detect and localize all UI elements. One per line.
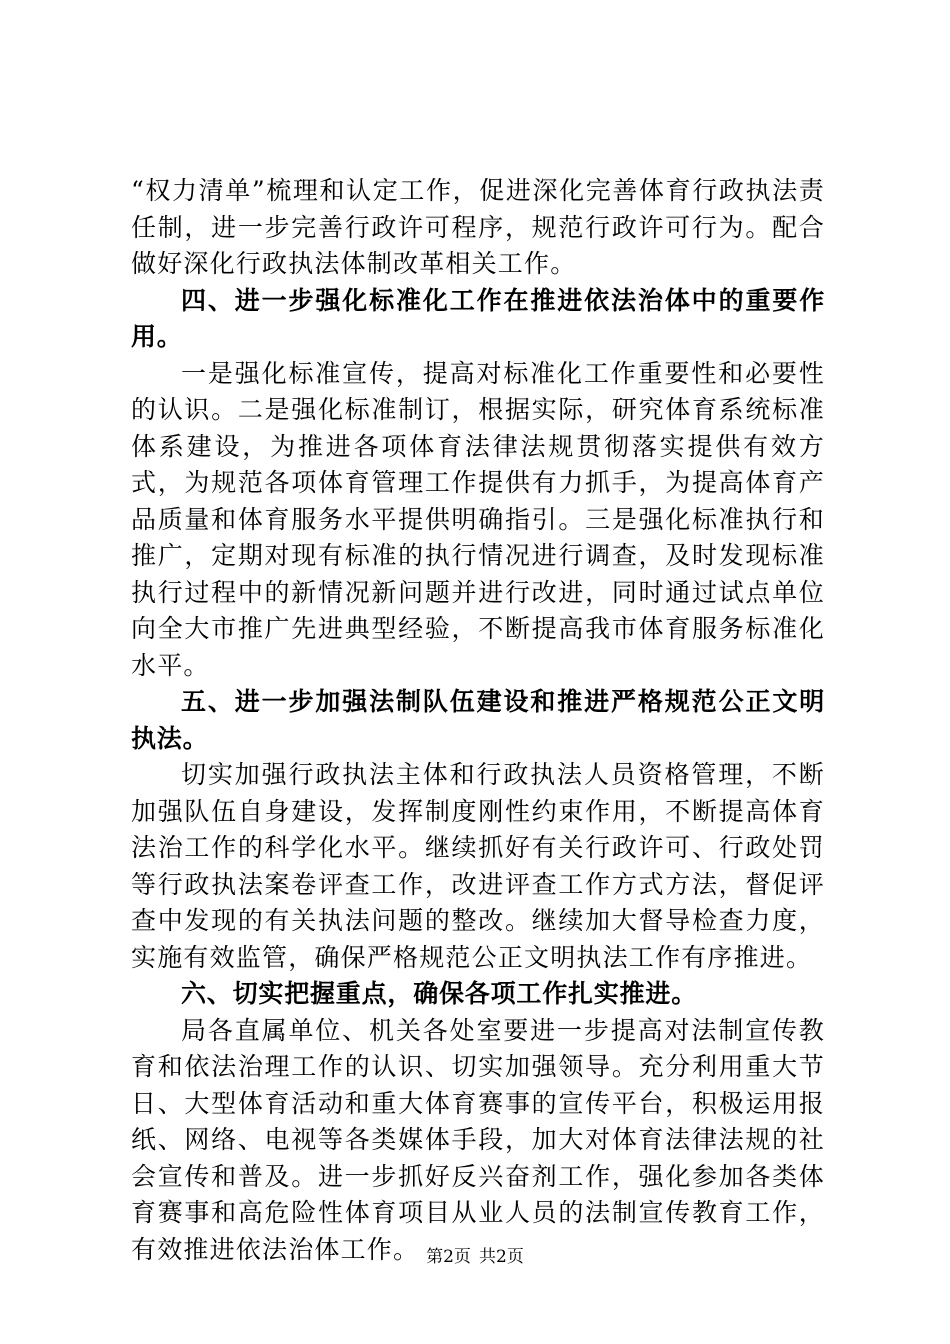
section-heading-6: 六、切实把握重点，确保各项工作扎实推进。 — [181, 979, 698, 1008]
page-number: 第2页 — [426, 1247, 471, 1267]
section-heading-5: 五、进一步加强法制队伍建设和推进严格规范公正文明执法。 — [131, 687, 825, 753]
document-body — [131, 173, 825, 1268]
page-footer — [0, 1245, 950, 1269]
body-paragraph-continued: “权力清单”梳理和认定工作，促进深化完善体育行政执法责任制，进一步完善行政许可程序，规范行政许可行为。配合做好深化行政执法体制改革相关工作。 — [131, 176, 825, 278]
body-paragraph-section-6: 局各直属单位、机关各处室要进一步提高对法制宣传教育和依法治理工作的认识、切实加强领导。充分利用重大节日、大型体育活动和重大体育赛事的宣传平台，积极运用报纸、网络、电视等各类媒体手段，加大对体育法律法规的社会宣传和普及。进一步抓好反兴奋剂工作，强化参加各类体育赛事和高危险性体育项目从业人员的法制宣传教育工作，有效推进依法治体工作。 — [131, 1015, 825, 1264]
page-total: 共2页 — [479, 1247, 524, 1267]
body-paragraph-section-4: 一是强化标准宣传，提高对标准化工作重要性和必要性的认识。二是强化标准制订，根据实际，研究体育系统标准体系建设，为推进各项体育法律法规贯彻落实提供有效方式，为规范各项体育管理工作提供有力抓手，为提高体育产品质量和体育服务水平提供明确指引。三是强化标准执行和推广，定期对现有标准的执行情况进行调查，及时发现标准执行过程中的新情况新问题并进行改进，同时通过试点单位向全大市推广先进典型经验，不断提高我市体育服务标准化水平。 — [131, 358, 825, 680]
section-heading-4: 四、进一步强化标准化工作在推进依法治体中的重要作用。 — [131, 285, 825, 351]
body-paragraph-section-5: 切实加强行政执法主体和行政执法人员资格管理，不断加强队伍自身建设，发挥制度刚性约束作用，不断提高体育法治工作的科学化水平。继续抓好有关行政许可、行政处罚等行政执法案卷评查工作，改进评查工作方式方法，督促评查中发现的有关执法问题的整改。继续加大督导检查力度，实施有效监管，确保严格规范公正文明执法工作有序推进。 — [131, 760, 825, 972]
